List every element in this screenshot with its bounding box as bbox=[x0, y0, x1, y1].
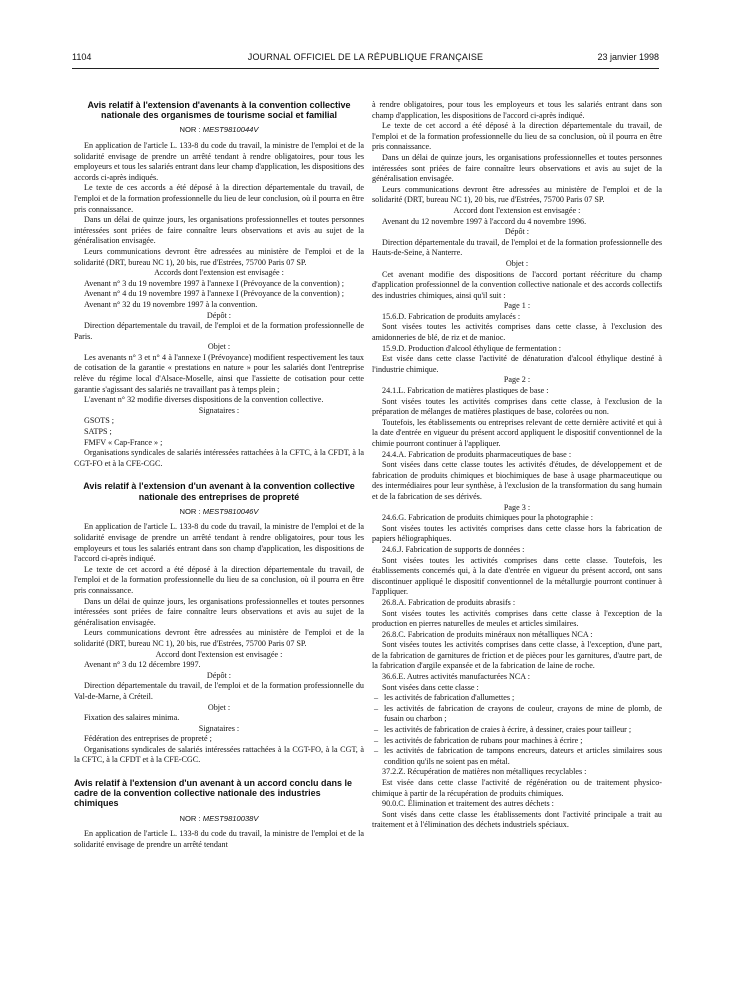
left-column bbox=[74, 100, 364, 970]
list-item: – les activités de fabrication de tampons encreurs, dateurs et articles similaires sous condition qu'ils ne soient pas en métal. bbox=[372, 746, 662, 767]
section-label: Objet : bbox=[505, 258, 529, 268]
paragraph: L'avenant n° 32 modifie diverses dispositions de la convention collective. bbox=[84, 395, 324, 405]
paragraph: à rendre obligatoires, pour tous les employeurs et tous les salariés entrant dans son champ d'application, les dispositions de l'accord ci-après indiqué. bbox=[372, 100, 662, 120]
page-label: Page 2 : bbox=[503, 375, 531, 385]
notice-title: Avis relatif à l'extension d'un avenant à un accord conclu dans le cadre de la convention collective nationale des industries chimiques bbox=[74, 778, 353, 809]
paragraph: 15.9.D. Production d'alcool éthylique de fermentation : bbox=[382, 343, 562, 353]
nor-reference: NOR : MESТ9810038V bbox=[179, 813, 259, 823]
paragraph: Le texte de cet accord a été déposé à la direction départementale du travail, de l'emploi et de la formation professionnelle du lieu de sa conclusion, où il pourra en être pris connaissance. bbox=[74, 564, 364, 595]
page-header bbox=[72, 52, 659, 68]
section-label: Dépôt : bbox=[206, 670, 232, 680]
paragraph: Sont visées toutes les activités comprises dans cette classe, à l'exception, d'une part, de la fabrication de garnitures de friction et de pièces pour les garnitures, d'autre part, de la fabrication d'argile expansée et de la fabrication de laine de roche. bbox=[372, 640, 662, 671]
signatory: Organisations syndicales de salariés intéressées rattachées à la CFTC, à la CFDT, à la CGT-FO et à la CFE-CGC. bbox=[74, 448, 364, 468]
paragraph: Avenant n° 4 du 19 novembre 1997 à l'annexe I (Prévoyance de la convention) ; bbox=[84, 289, 344, 299]
page-label: Page 1 : bbox=[503, 301, 531, 311]
paragraph: En application de l'article L. 133-8 du code du travail, la ministre de l'emploi et de la solidarité envisage de prendre un arrêté tendant à rendre obligatoires, pour tous les employeurs et tous les salariés entrant dans leur champ d'application, les dispositions des accords ci-après indiqués. bbox=[74, 141, 364, 182]
paragraph: Est visée dans cette classe l'activité de régénération ou de traitement physico-chimique à partir de la récupération de produits chimiques. bbox=[372, 778, 662, 798]
paragraph: Le texte de ces accords a été déposé à la direction départementale du travail, de l'emploi et de la formation professionnelle du lieu de leur conclusion, où il pourra en être pris connaissance. bbox=[74, 183, 364, 214]
paragraph: En application de l'article L. 133-8 du code du travail, la ministre de l'emploi et de la solidarité envisage de prendre un arrêté tendant bbox=[74, 829, 364, 849]
paragraph: Le texte de cet accord a été déposé à la direction départementale du travail, de l'emploi et de la formation professionnelle du lieu de sa conclusion, où il pourra en être pris connaissance. bbox=[372, 121, 662, 152]
paragraph: Sont visées toutes les activités comprises dans cette classe, à l'exclusion de la préparation de mélanges de matières plastiques de base, colorées ou non. bbox=[372, 396, 662, 417]
nor-reference: NOR : MESТ9810044V bbox=[179, 125, 259, 135]
paragraph: Sont visées dans cette classe : bbox=[382, 682, 479, 692]
paragraph: 37.2.Z. Récupération de matières non métalliques recyclables : bbox=[382, 767, 587, 777]
right-column bbox=[372, 100, 662, 970]
list-item: – les activités de fabrication de crayons de couleur, crayons de mine de plomb, de fusain ou charbon ; bbox=[372, 704, 662, 725]
signatory: Organisations syndicales de salariés intéressées rattachées à la CGT-FO, à la CGT, à la CFTC, à la CFDT et à la CFE-CGC. bbox=[74, 744, 364, 765]
paragraph: 24.6.G. Fabrication de produits chimiques pour la photographie : bbox=[382, 513, 593, 523]
paragraph: Est visée dans cette classe l'activité de dénaturation d'alcool éthylique destiné à l'industrie chimique. bbox=[372, 354, 662, 374]
paragraph: En application de l'article L. 133-8 du code du travail, la ministre de l'emploi et de la solidarité envisage de prendre un arrêté tendant à rendre obligatoires, pour tous les employeurs et tous les salariés entrant dans son champ d'application, les dispositions de l'accord ci-après indiqué. bbox=[74, 522, 364, 564]
notice-title: Avis relatif à l'extension d'un avenant à la convention collective nationale des entreprises de propreté bbox=[83, 481, 355, 502]
paragraph: Avenant n° 3 du 19 novembre 1997 à l'annexe I (Prévoyance de la convention) ; bbox=[84, 278, 344, 288]
paragraph: 24.1.L. Fabrication de matières plastiques de base : bbox=[382, 386, 549, 396]
paragraph: Les avenants n° 3 et n° 4 à l'annexe I (Prévoyance) modifient respectivement les taux de cotisation de la garantie « prestations en nature » pour les salariés dont l'entreprise relève du régime local d'Alsace-Moselle, ainsi que l'assiette de cotisation pour cette garantie s'agissant des salariés ne travaillant pas à temps plein ; bbox=[74, 352, 364, 394]
journal-title: JOURNAL OFFICIEL DE LA RÉPUBLIQUE FRANÇAISE bbox=[247, 52, 484, 62]
activity-list bbox=[372, 693, 662, 767]
section-label: Accord dont l'extension est envisagée : bbox=[453, 205, 581, 215]
paragraph: Leurs communications devront être adressées au ministère de l'emploi et de la solidarité (DRT, bureau NC 1), 20 bis, rue d'Estrées, 75700 Paris 07 SP. bbox=[74, 628, 364, 648]
signatory: GSOTS ; bbox=[84, 416, 115, 426]
list-item: – les activités de fabrication de craies à écrire, à dessiner, craies pour tailleur ; bbox=[372, 725, 662, 736]
section-label: Dépôt : bbox=[504, 227, 530, 237]
signatory: Fédération des entreprises de propreté ; bbox=[84, 734, 212, 744]
page-label: Page 3 : bbox=[503, 502, 531, 512]
paragraph: Avenant n° 32 du 19 novembre 1997 à la convention. bbox=[84, 299, 258, 309]
paragraph: Avenant n° 3 du 12 décembre 1997. bbox=[84, 660, 201, 670]
signatory: FMFV « Cap-France » ; bbox=[84, 437, 163, 447]
header-rule bbox=[72, 68, 659, 69]
section-label: Accords dont l'extension est envisagée : bbox=[154, 268, 284, 278]
paragraph: 26.8.C. Fabrication de produits minéraux non métalliques NCA : bbox=[382, 629, 593, 639]
issue-date: 23 janvier 1998 bbox=[597, 52, 659, 62]
paragraph: Direction départementale du travail, de l'emploi et de la formation professionnelle de Paris. bbox=[74, 321, 364, 341]
paragraph: 24.6.J. Fabrication de supports de données : bbox=[382, 544, 525, 554]
paragraph: Leurs communications devront être adressées au ministère de l'emploi et de la solidarité (DRT, bureau NC 1), 20 bis, rue d'Estrées, 75700 Paris 07 SP. bbox=[74, 246, 364, 267]
notice-title: Avis relatif à l'extension d'avenants à la convention collective nationale des organismes de tourisme social et familial bbox=[87, 100, 351, 121]
nor-reference: NOR : MESТ9810046V bbox=[179, 506, 259, 516]
paragraph: Sont visées toutes les activités comprises dans cette classe hors la fabrication de papiers héliographiques. bbox=[372, 523, 662, 544]
paragraph: Toutefois, les établissements ou entreprises relevant de cette dernière activité et qui à la date d'entrée en vigueur du présent accord appliquent le dispositif conventionnel de la chimie pourront continuer à l'appliquer. bbox=[372, 417, 662, 448]
paragraph: Direction départementale du travail, de l'emploi et de la formation professionnelle du Val-de-Marne, à Créteil. bbox=[74, 681, 364, 701]
paragraph: 90.0.C. Élimination et traitement des autres déchets : bbox=[382, 799, 554, 809]
paragraph: Dans un délai de quinze jours, les organisations professionnelles et toutes personnes intéressées sont priées de faire connaître leurs observations et avis au sujet de la généralisation envisagée. bbox=[74, 215, 364, 246]
list-item: – les activités de fabrication de rubans pour machines à écrire ; bbox=[372, 736, 662, 747]
paragraph: Sont visées toutes les activités comprises dans cette classe. Toutefois, les établissements concernés qui, à la date d'entrée en vigueur du présent accord, ont sans discontinuer appliqué le dispositif conventionnel de la métallurgie pourront continuer à l'appliquer. bbox=[372, 555, 662, 597]
paragraph: 15.6.D. Fabrication de produits amylacés : bbox=[382, 311, 521, 321]
paragraph: Dans un délai de quinze jours, les organisations professionnelles et toutes personnes intéressées sont priées de faire connaître leurs observations et avis au sujet de la généralisation envisagée. bbox=[74, 596, 364, 627]
paragraph: Sont visées dans cette classe toutes les activités d'études, de développement et de fabrication de produits chimiques et biochimiques de base à usage pharmaceutique ou des intermédiaires pour leur synthèse, à l'exclusion de la transformation du sang humain et de la fabrication de ses dérivés. bbox=[372, 460, 662, 501]
paragraph: Avenant du 12 novembre 1997 à l'accord du 4 novembre 1996. bbox=[382, 216, 587, 226]
section-label: Accord dont l'extension est envisagée : bbox=[155, 649, 283, 659]
paragraph: Sont visés dans cette classe les établissements dont l'activité principale a trait au traitement et à l'élimination des déchets industriels spéciaux. bbox=[372, 809, 662, 830]
signatory: SATPS ; bbox=[84, 427, 112, 437]
section-label: Signataires : bbox=[198, 723, 240, 733]
paragraph: Direction départementale du travail, de l'emploi et de la formation professionnelle des Hauts-de-Seine, à Nanterre. bbox=[372, 237, 662, 258]
list-item: – les activités de fabrication d'allumettes ; bbox=[372, 693, 662, 704]
paragraph: Sont visées toutes les activités comprises dans cette classe à l'exception de la production en pierres naturelles de meules et articles similaires. bbox=[372, 608, 662, 629]
paragraph: Sont visées toutes les activités comprises dans cette classe, à l'exclusion des amidonneries de blé, de riz et de manioc. bbox=[372, 322, 662, 343]
section-label: Objet : bbox=[207, 702, 231, 712]
paragraph: Dans un délai de quinze jours, les organisations professionnelles et toutes personnes intéressées sont priées de faire connaître leurs observations et avis au sujet de la généralisation envisagée. bbox=[372, 152, 662, 184]
section-label: Signataires : bbox=[198, 405, 240, 415]
section-label: Dépôt : bbox=[206, 310, 232, 320]
page-number: 1104 bbox=[72, 52, 92, 62]
paragraph: 36.6.E. Autres activités manufacturées NCA : bbox=[382, 672, 531, 682]
paragraph: 26.8.A. Fabrication de produits abrasifs : bbox=[382, 597, 516, 607]
paragraph: Cet avenant modifie des dispositions de l'accord portant réécriture du champ d'application professionnel de la convention collective nationale et des accords collectifs des industries chimiques, ainsi qu'il suit : bbox=[372, 269, 662, 300]
section-label: Objet : bbox=[207, 342, 231, 352]
paragraph: Leurs communications devront être adressées au ministère de l'emploi et de la solidarité (DRT, bureau NC 1), 20 bis, rue d'Estrées, 75700 Paris 07 SP. bbox=[372, 184, 662, 205]
paragraph: 24.4.A. Fabrication de produits pharmaceutiques de base : bbox=[382, 449, 572, 459]
paragraph: Fixation des salaires minima. bbox=[84, 713, 180, 723]
